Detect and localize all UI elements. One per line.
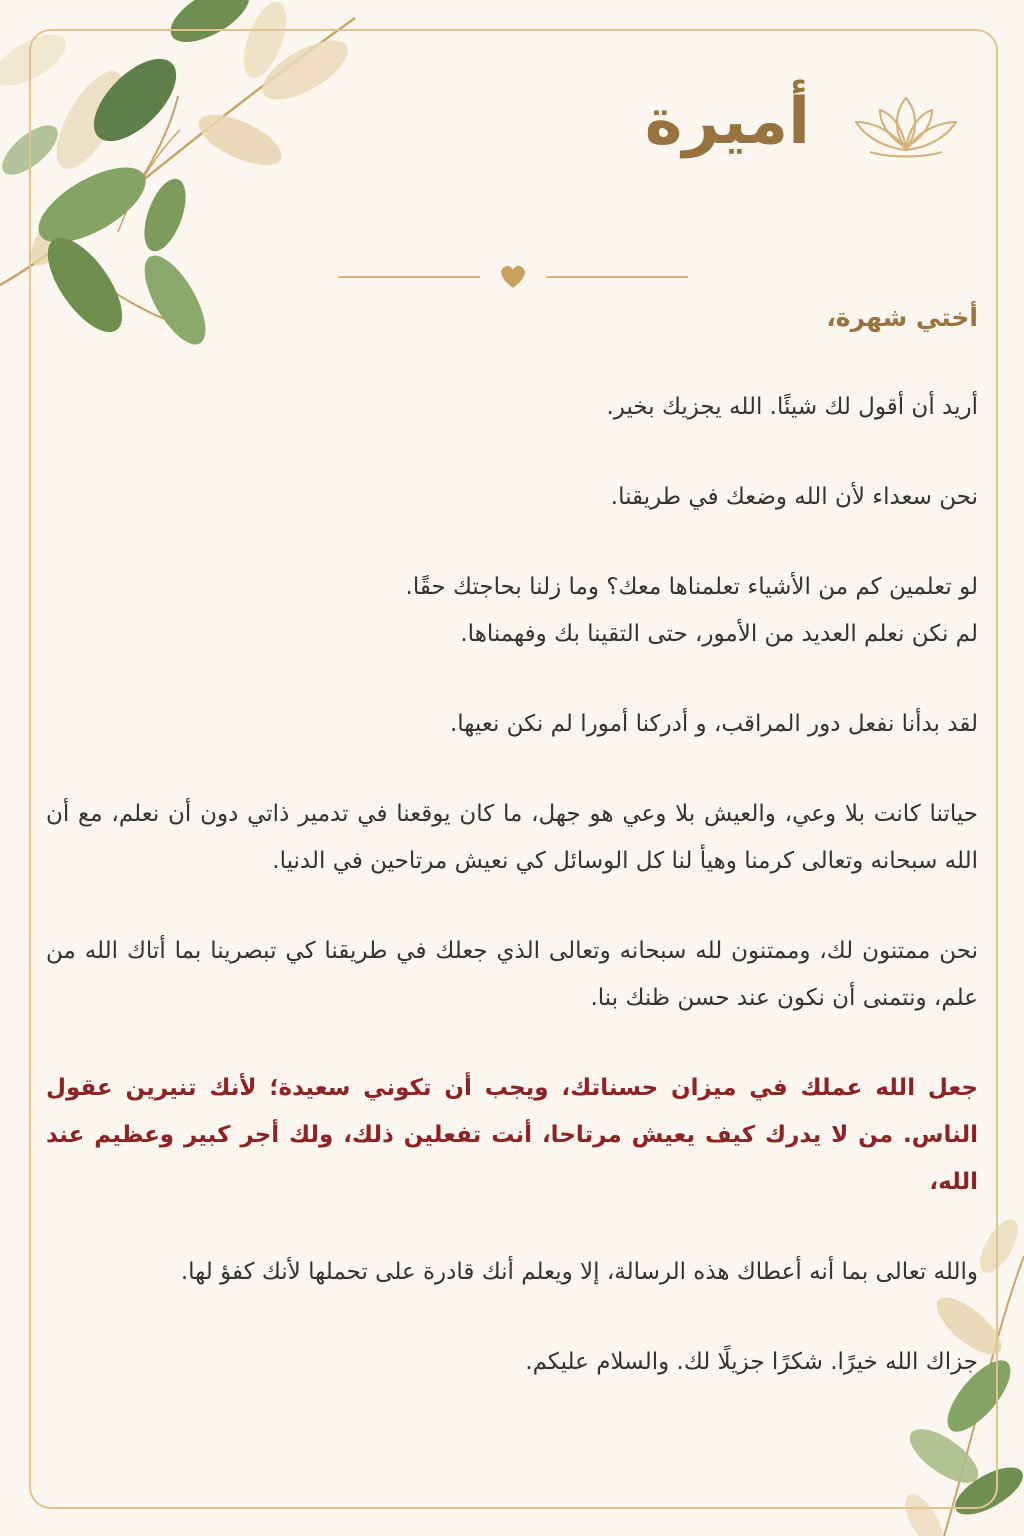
paragraph-8: والله تعالى بما أنه أعطاك هذه الرسالة، إلا ويعلم أنك قادرة على تحملها لأنك كفؤ لها. <box>180 1259 978 1285</box>
paragraph-3a: لو تعلمين كم من الأشياء تعلمناها معك؟ وما زلنا بحاجتك حقًا. <box>405 574 978 600</box>
letter-body <box>46 294 978 1386</box>
paragraph-5: حياتنا كانت بلا وعي، والعيش بلا وعي هو جهل، ما كان يوقعنا في تدمير ذاتي دون أن نعلم، مع أن الله سبحانه وتعالى كرمنا وهيأ لنا كل الوسائل كي نعيش مرتاحين في الدنيا. <box>46 801 978 874</box>
paragraph-3b: لم نكن نعلم العديد من الأمور، حتى التقينا بك وفهمناها. <box>460 621 978 647</box>
paragraph-4: لقد بدأنا نفعل دور المراقب، و أدركنا أمورا لم نكن نعيها. <box>449 711 978 737</box>
ornamental-divider <box>338 262 688 292</box>
heart-icon <box>499 264 527 290</box>
paragraph-2: نحن سعداء لأن الله وضعك في طريقنا. <box>610 484 978 510</box>
page-title: أميرة <box>644 85 810 159</box>
divider-line-left <box>338 276 480 278</box>
divider-line-right <box>546 276 688 278</box>
paragraph-1: أريد أن أقول لك شيئًا. الله يجزيك بخير. <box>606 394 978 420</box>
greeting: أختي شهرة، <box>826 303 978 332</box>
paragraph-6: نحن ممتنون لك، وممتنون لله سبحانه وتعالى الذي جعلك في طريقنا كي تبصرينا بما أتاك الله من علم، ونتمنى أن نكون عند حسن ظنك بنا. <box>46 938 978 1011</box>
closing-line: جزاك الله خيرًا. شكرًا جزيلًا لك. والسلام عليكم. <box>525 1349 978 1375</box>
emphasis-paragraph: جعل الله عملك في ميزان حسناتك، ويجب أن تكوني سعيدة؛ لأنك تنيرين عقول الناس. من لا يدرك كيف يعيش مرتاحا، أنت تفعلين ذلك، ولك أجر كبير وعظيم عند الله، <box>46 1075 978 1195</box>
lotus-icon <box>850 92 962 160</box>
